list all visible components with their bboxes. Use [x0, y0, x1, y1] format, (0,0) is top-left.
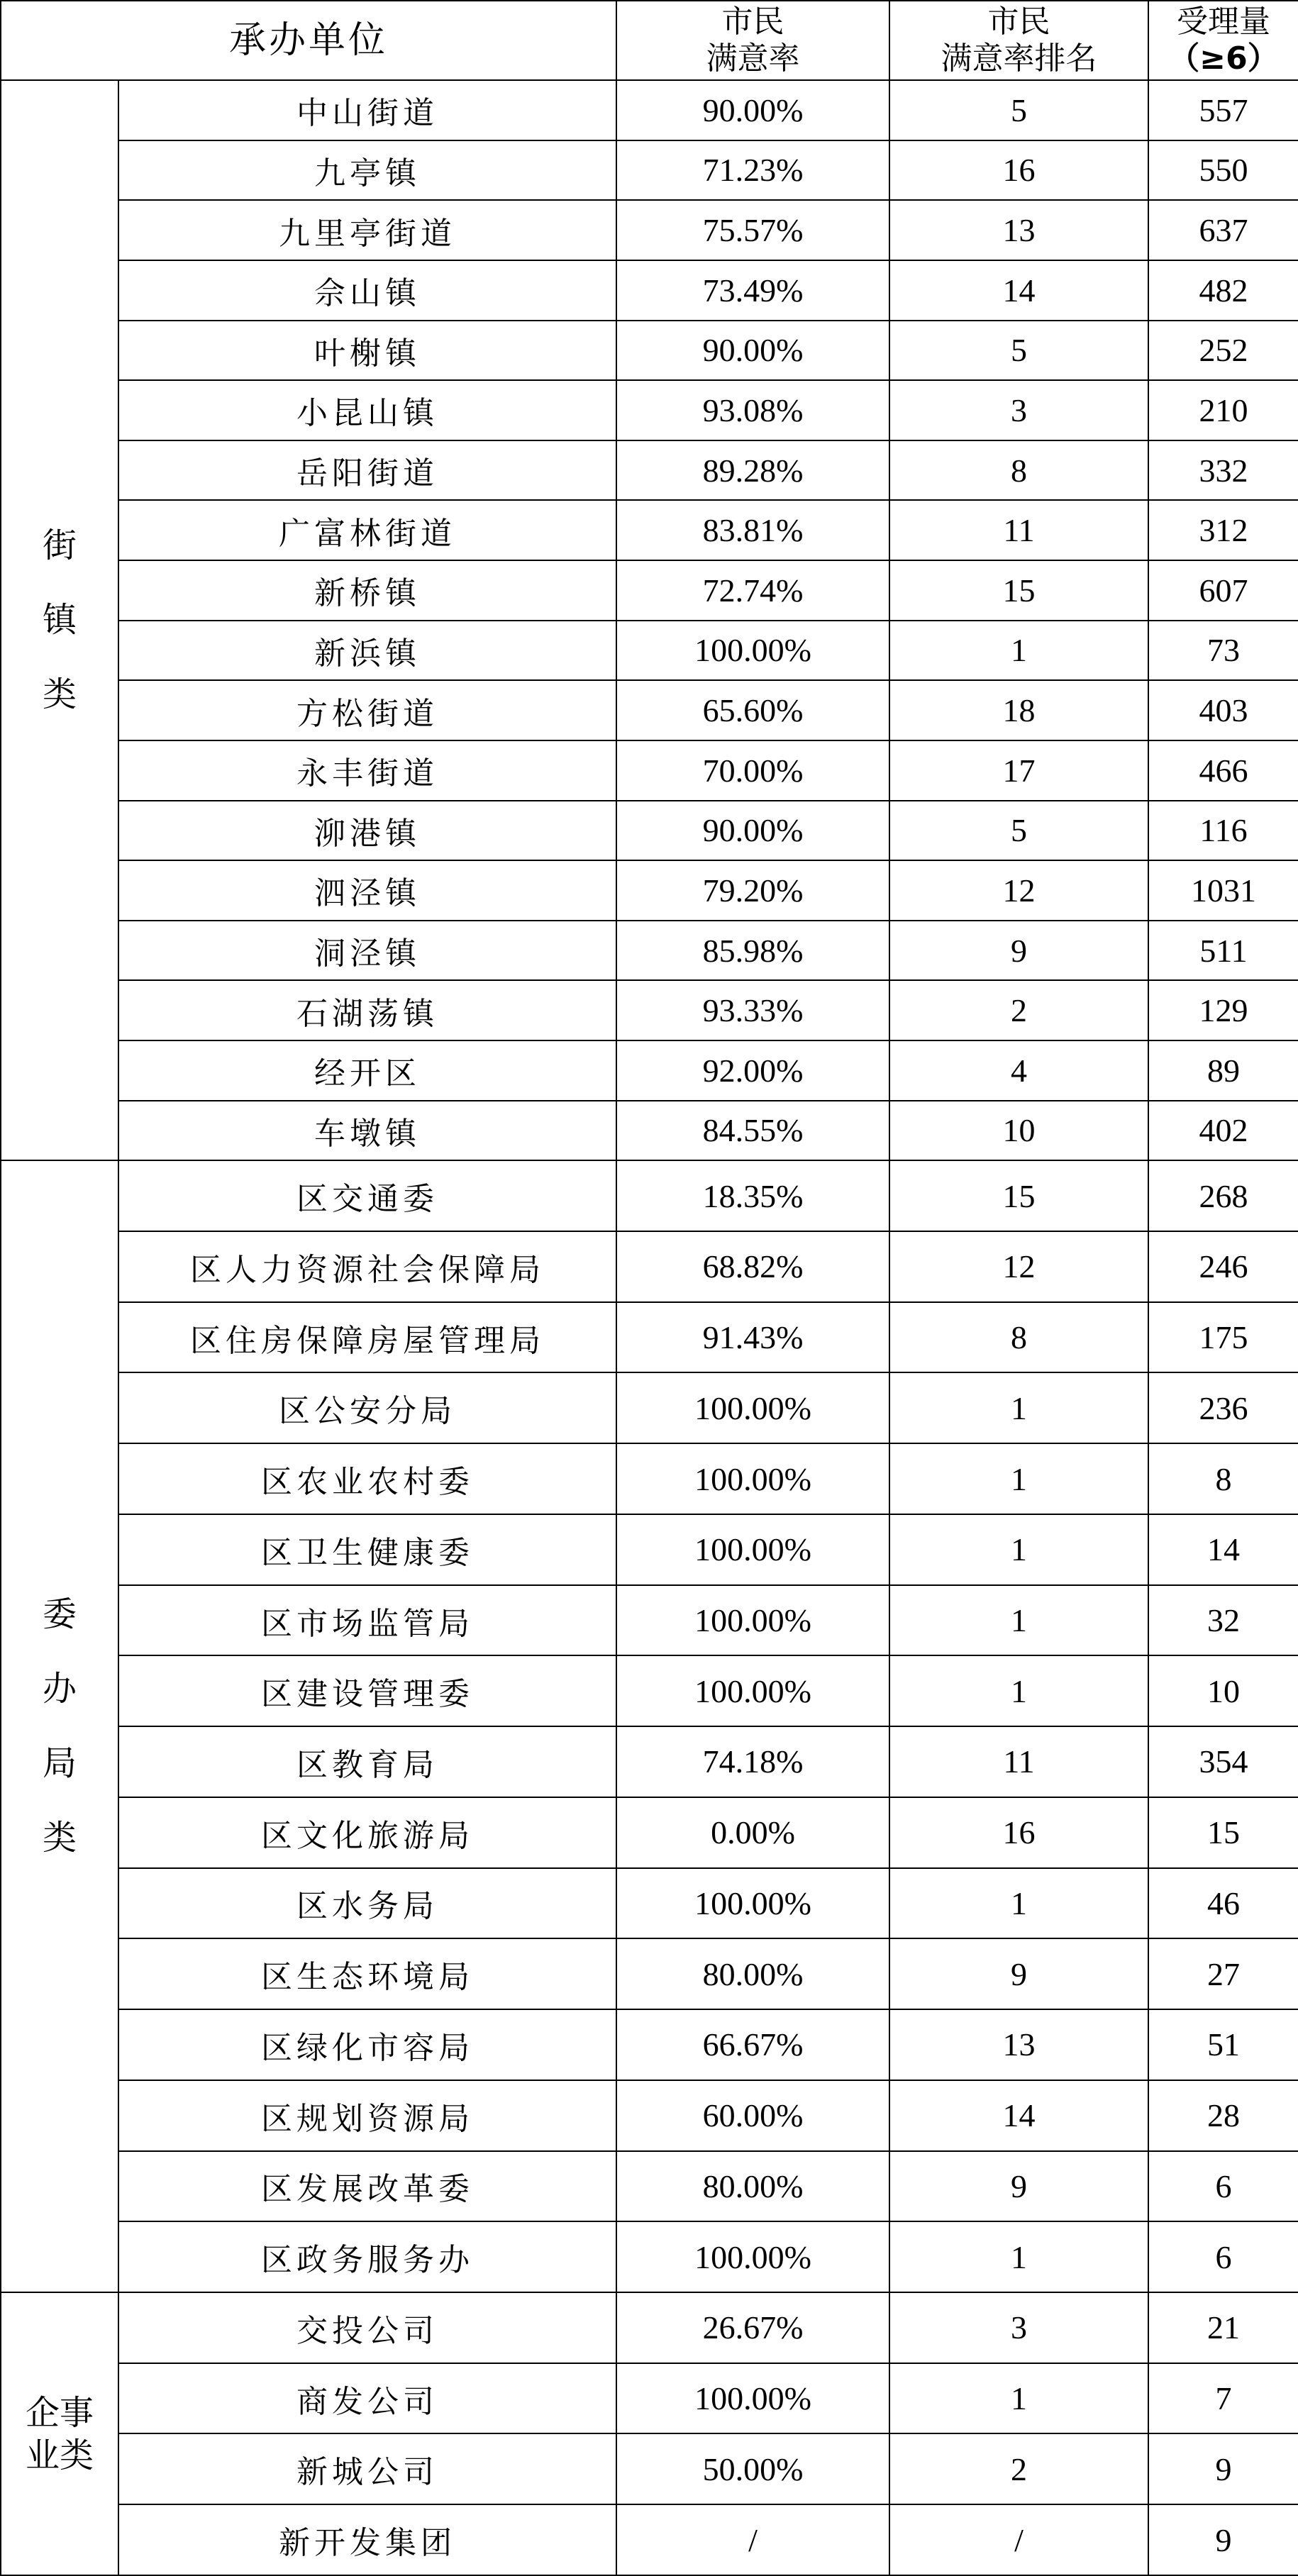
rate-cell: 84.55%	[616, 1101, 889, 1161]
count-cell: 6	[1148, 2151, 1298, 2222]
header-satisfaction-rate	[616, 1, 889, 80]
unit-cell: 区卫生健康委	[118, 1514, 616, 1585]
rank-cell: 1	[889, 1868, 1148, 1939]
rate-cell: 100.00%	[616, 1514, 889, 1585]
count-cell: 8	[1148, 1443, 1298, 1514]
count-cell: 51	[1148, 2009, 1298, 2080]
rate-cell: 90.00%	[616, 80, 889, 140]
rate-cell: 100.00%	[616, 1655, 889, 1726]
rate-cell: 100.00%	[616, 1585, 889, 1656]
table-row	[1, 80, 1298, 140]
table-body	[1, 80, 1298, 2575]
rank-cell: 8	[889, 440, 1148, 501]
rank-cell: 1	[889, 1514, 1148, 1585]
count-cell: 32	[1148, 1585, 1298, 1656]
category-cell	[1, 2292, 118, 2575]
count-cell: 116	[1148, 801, 1298, 861]
count-cell: 6	[1148, 2221, 1298, 2292]
count-cell: 252	[1148, 321, 1298, 381]
table-row	[1, 2433, 1298, 2504]
count-cell: 129	[1148, 980, 1298, 1040]
rank-cell: 14	[889, 260, 1148, 321]
rate-cell: 100.00%	[616, 1372, 889, 1443]
rate-cell: 79.20%	[616, 860, 889, 921]
count-cell: 511	[1148, 921, 1298, 981]
table-row	[1, 440, 1298, 501]
unit-cell: 区发展改革委	[118, 2151, 616, 2222]
unit-cell: 泗泾镇	[118, 860, 616, 921]
rank-cell: 9	[889, 2151, 1148, 2222]
rank-cell: 13	[889, 200, 1148, 260]
unit-cell: 中山街道	[118, 80, 616, 140]
table-row	[1, 801, 1298, 861]
rank-cell: 17	[889, 740, 1148, 801]
rate-cell: 73.49%	[616, 260, 889, 321]
unit-cell: 石湖荡镇	[118, 980, 616, 1040]
table-row	[1, 1372, 1298, 1443]
unit-cell: 经开区	[118, 1040, 616, 1101]
table-row	[1, 2292, 1298, 2363]
count-cell: 403	[1148, 680, 1298, 740]
rate-cell: 100.00%	[616, 2221, 889, 2292]
rank-cell: 11	[889, 1726, 1148, 1797]
rank-cell: 4	[889, 1040, 1148, 1101]
rate-cell: 50.00%	[616, 2433, 889, 2504]
count-cell: 15	[1148, 1797, 1298, 1868]
rate-cell: 72.74%	[616, 560, 889, 621]
rate-cell: 100.00%	[616, 2363, 889, 2434]
unit-cell: 洞泾镇	[118, 921, 616, 981]
rank-cell: 16	[889, 140, 1148, 201]
rank-cell: 12	[889, 860, 1148, 921]
header-satisfaction-line2: 满意率	[706, 40, 800, 77]
count-cell: 46	[1148, 1868, 1298, 1939]
table-row	[1, 321, 1298, 381]
table-row	[1, 560, 1298, 621]
category-cell	[1, 1160, 118, 2292]
rank-cell: 5	[889, 80, 1148, 140]
rank-cell: 1	[889, 2363, 1148, 2434]
rate-cell: 66.67%	[616, 2009, 889, 2080]
table-row	[1, 500, 1298, 560]
table-row	[1, 1797, 1298, 1868]
rank-cell: 5	[889, 321, 1148, 381]
unit-cell: 九亭镇	[118, 140, 616, 201]
header-rank-line1: 市民	[987, 4, 1050, 40]
unit-cell: 新浜镇	[118, 621, 616, 681]
unit-cell: 新城公司	[118, 2433, 616, 2504]
count-cell: 7	[1148, 2363, 1298, 2434]
unit-cell: 商发公司	[118, 2363, 616, 2434]
rank-cell: 10	[889, 1101, 1148, 1161]
table-row	[1, 260, 1298, 321]
rank-cell: 1	[889, 1443, 1148, 1514]
rank-cell: 12	[889, 1231, 1148, 1302]
count-cell: 175	[1148, 1302, 1298, 1373]
unit-cell: 区市场监管局	[118, 1585, 616, 1656]
header-volume	[1148, 1, 1298, 80]
rank-cell: 2	[889, 980, 1148, 1040]
table-row	[1, 1040, 1298, 1101]
rate-cell: 90.00%	[616, 321, 889, 381]
table-row	[1, 380, 1298, 440]
rate-cell: 80.00%	[616, 1938, 889, 2009]
rank-cell: 1	[889, 621, 1148, 681]
rank-cell: 1	[889, 2221, 1148, 2292]
rank-cell: 9	[889, 1938, 1148, 2009]
table-row	[1, 740, 1298, 801]
unit-cell: 区人力资源社会保障局	[118, 1231, 616, 1302]
rate-cell: 74.18%	[616, 1726, 889, 1797]
rate-cell: 83.81%	[616, 500, 889, 560]
count-cell: 550	[1148, 140, 1298, 201]
table-row	[1, 2151, 1298, 2222]
rate-cell: 65.60%	[616, 680, 889, 740]
table-row	[1, 140, 1298, 201]
rank-cell: 16	[889, 1797, 1148, 1868]
count-cell: 89	[1148, 1040, 1298, 1101]
unit-cell: 广富林街道	[118, 500, 616, 560]
count-cell: 312	[1148, 500, 1298, 560]
table-row	[1, 921, 1298, 981]
header-satisfaction-line1: 市民	[721, 4, 784, 40]
table-header-row	[1, 1, 1298, 80]
unit-cell: 车墩镇	[118, 1101, 616, 1161]
table-row	[1, 860, 1298, 921]
unit-cell: 区公安分局	[118, 1372, 616, 1443]
count-cell: 607	[1148, 560, 1298, 621]
table-row	[1, 1726, 1298, 1797]
table-row	[1, 2221, 1298, 2292]
unit-cell: 区交通委	[118, 1160, 616, 1231]
count-cell: 9	[1148, 2504, 1298, 2575]
rate-cell: 85.98%	[616, 921, 889, 981]
unit-cell: 交投公司	[118, 2292, 616, 2363]
unit-cell: 区生态环境局	[118, 1938, 616, 2009]
rate-cell: 92.00%	[616, 1040, 889, 1101]
count-cell: 21	[1148, 2292, 1298, 2363]
table-row	[1, 1160, 1298, 1231]
rank-cell: 1	[889, 1372, 1148, 1443]
rate-cell: 100.00%	[616, 1868, 889, 1939]
count-cell: 14	[1148, 1514, 1298, 1585]
header-rank-line2: 满意率排名	[941, 40, 1097, 77]
table-row	[1, 2009, 1298, 2080]
unit-cell: 区规划资源局	[118, 2080, 616, 2151]
header-unit: 承办单位	[1, 1, 616, 80]
count-cell: 466	[1148, 740, 1298, 801]
rank-cell: 11	[889, 500, 1148, 560]
category-label: 企事业类	[25, 2392, 94, 2475]
table-row	[1, 1101, 1298, 1161]
table-row	[1, 1231, 1298, 1302]
rank-cell: 5	[889, 801, 1148, 861]
unit-cell: 区政务服务办	[118, 2221, 616, 2292]
table-row	[1, 2080, 1298, 2151]
rate-cell: 80.00%	[616, 2151, 889, 2222]
unit-cell: 佘山镇	[118, 260, 616, 321]
rank-cell: 3	[889, 2292, 1148, 2363]
table-row	[1, 1868, 1298, 1939]
rank-cell: 3	[889, 380, 1148, 440]
rate-cell: 100.00%	[616, 621, 889, 681]
category-cell	[1, 80, 118, 1160]
unit-cell: 新桥镇	[118, 560, 616, 621]
unit-cell: 区建设管理委	[118, 1655, 616, 1726]
table-row	[1, 1443, 1298, 1514]
rank-cell: 18	[889, 680, 1148, 740]
unit-cell: 九里亭街道	[118, 200, 616, 260]
unit-cell: 区水务局	[118, 1868, 616, 1939]
table-row	[1, 1302, 1298, 1373]
rate-cell: /	[616, 2504, 889, 2575]
rate-cell: 0.00%	[616, 1797, 889, 1868]
unit-cell: 方松街道	[118, 680, 616, 740]
count-cell: 557	[1148, 80, 1298, 140]
rate-cell: 100.00%	[616, 1443, 889, 1514]
table-row	[1, 2504, 1298, 2575]
table-row	[1, 980, 1298, 1040]
table-row	[1, 2363, 1298, 2434]
rank-cell: 8	[889, 1302, 1148, 1373]
rank-cell: 15	[889, 1160, 1148, 1231]
unit-cell: 岳阳街道	[118, 440, 616, 501]
unit-cell: 小昆山镇	[118, 380, 616, 440]
rank-cell: 1	[889, 1585, 1148, 1656]
rate-cell: 68.82%	[616, 1231, 889, 1302]
rank-cell: 1	[889, 1655, 1148, 1726]
count-cell: 10	[1148, 1655, 1298, 1726]
table-row	[1, 680, 1298, 740]
count-cell: 9	[1148, 2433, 1298, 2504]
unit-cell: 区教育局	[118, 1726, 616, 1797]
header-volume-line1: 受理量	[1177, 4, 1271, 40]
table-row	[1, 200, 1298, 260]
rank-cell: 2	[889, 2433, 1148, 2504]
unit-cell: 泖港镇	[118, 801, 616, 861]
rank-cell: 13	[889, 2009, 1148, 2080]
rate-cell: 70.00%	[616, 740, 889, 801]
rate-cell: 71.23%	[616, 140, 889, 201]
count-cell: 236	[1148, 1372, 1298, 1443]
count-cell: 27	[1148, 1938, 1298, 2009]
count-cell: 482	[1148, 260, 1298, 321]
table-row	[1, 621, 1298, 681]
unit-cell: 新开发集团	[118, 2504, 616, 2575]
count-cell: 402	[1148, 1101, 1298, 1161]
header-satisfaction-rank	[889, 1, 1148, 80]
rate-cell: 18.35%	[616, 1160, 889, 1231]
category-label: 街镇类	[42, 526, 77, 715]
rate-cell: 75.57%	[616, 200, 889, 260]
rate-cell: 60.00%	[616, 2080, 889, 2151]
rank-cell: 14	[889, 2080, 1148, 2151]
rate-cell: 90.00%	[616, 801, 889, 861]
count-cell: 28	[1148, 2080, 1298, 2151]
rank-cell: 9	[889, 921, 1148, 981]
count-cell: 637	[1148, 200, 1298, 260]
count-cell: 73	[1148, 621, 1298, 681]
rate-cell: 93.08%	[616, 380, 889, 440]
unit-cell: 区绿化市容局	[118, 2009, 616, 2080]
count-cell: 1031	[1148, 860, 1298, 921]
category-label: 委办局类	[42, 1594, 77, 1858]
rate-cell: 91.43%	[616, 1302, 889, 1373]
count-cell: 268	[1148, 1160, 1298, 1231]
table-row	[1, 1585, 1298, 1656]
unit-cell: 永丰街道	[118, 740, 616, 801]
table-row	[1, 1514, 1298, 1585]
rate-cell: 89.28%	[616, 440, 889, 501]
count-cell: 354	[1148, 1726, 1298, 1797]
table-row	[1, 1655, 1298, 1726]
count-cell: 246	[1148, 1231, 1298, 1302]
rank-cell: 15	[889, 560, 1148, 621]
count-cell: 210	[1148, 380, 1298, 440]
table-row	[1, 1938, 1298, 2009]
unit-cell: 区文化旅游局	[118, 1797, 616, 1868]
unit-cell: 区住房保障房屋管理局	[118, 1302, 616, 1373]
unit-cell: 叶榭镇	[118, 321, 616, 381]
rank-cell: /	[889, 2504, 1148, 2575]
rate-cell: 26.67%	[616, 2292, 889, 2363]
count-cell: 332	[1148, 440, 1298, 501]
rate-cell: 93.33%	[616, 980, 889, 1040]
header-volume-line2: （≥6）	[1168, 40, 1279, 77]
unit-cell: 区农业农村委	[118, 1443, 616, 1514]
